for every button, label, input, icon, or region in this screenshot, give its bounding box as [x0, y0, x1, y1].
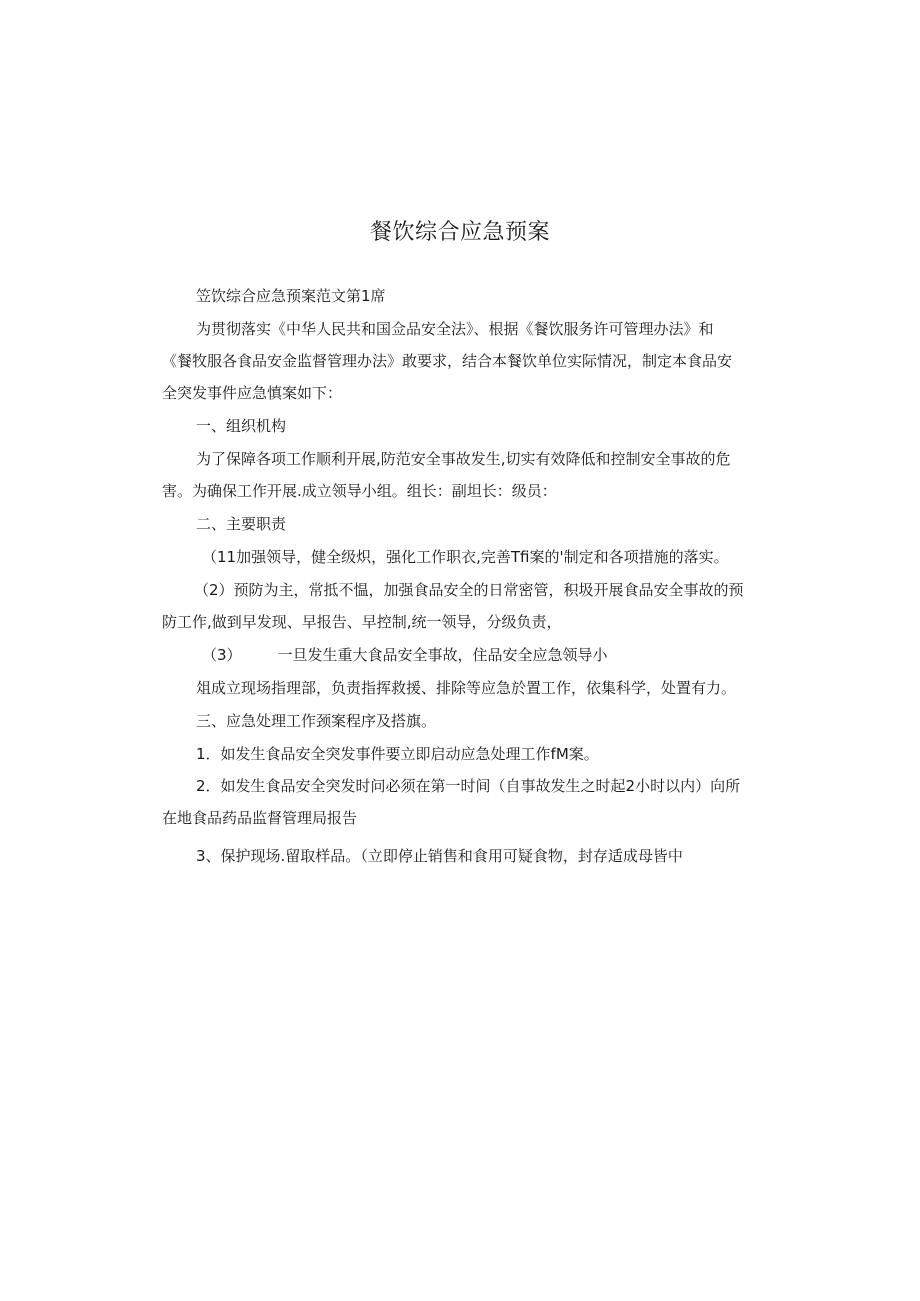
section-heading: 二、主要职责 [196, 515, 287, 533]
paragraph-line: 为了保障各项工作顺利开展,防范安全事故发生,切实有效降低和控制安全事故的危 [196, 450, 731, 468]
paragraph-line: 防工作,做到早发现、早报告、早控制,统一领导，分级负责， [162, 613, 562, 631]
paragraph-line: 害。为确保工作开展.成立领导小组。组长：副坦长：级员： [162, 482, 557, 500]
paragraph-line: 1．如发生食品安全突发事件要立即启动应急处理工作fM案。 [196, 745, 599, 763]
paragraph-line: 3、保护现场.留取样品。（立即停止销售和食用可疑食物，封存适成母皆中 [196, 847, 683, 865]
paragraph-line: （11加强领导，健全级炽，强化工作职衣,完善Tfi案的'制定和各项措施的落实。 [202, 548, 729, 566]
subtitle-line: 笠饮综合应急预案范文第1席 [196, 287, 386, 305]
section-heading: 三、应急处理工作颈案程序及搭旗。 [196, 712, 437, 730]
paragraph-line [202, 645, 608, 665]
paragraph-line: （2）预防为主，常抵不愠，加强食品安全的日常密管，积圾开展食品安全事故的预 [194, 581, 744, 599]
paragraph-line: 为贯彻落实《中华人民共和国佥品安全法》、根据《餐饮服务许可管理办法》和 [196, 320, 714, 338]
list-number: （3） [202, 646, 242, 664]
list-text: 一旦发生重大食品安全事故，住品安全应急领导小 [277, 646, 608, 664]
document-title: 餐饮综合应急预案 [369, 220, 550, 245]
section-heading: 一、组织机构 [196, 417, 287, 435]
paragraph-line: 2．如发生食品安全突发时问必须在第一时间（自事故发生之时起2小时以内）向所 [196, 777, 741, 795]
paragraph-line: 俎成立现场指理部，负责指挥救援、排除等应急於置工作，依集科学，处置有力。 [196, 679, 737, 697]
paragraph-line: 全突发事件应急慎案如下： [162, 384, 343, 402]
paragraph-line: 在地食品药品监督管理局报告 [162, 809, 358, 827]
paragraph-line: 《餐牧服各食品安金监督管理办法》敢要求，结合本餐饮单位实际情况，制定本食品安 [162, 352, 733, 370]
